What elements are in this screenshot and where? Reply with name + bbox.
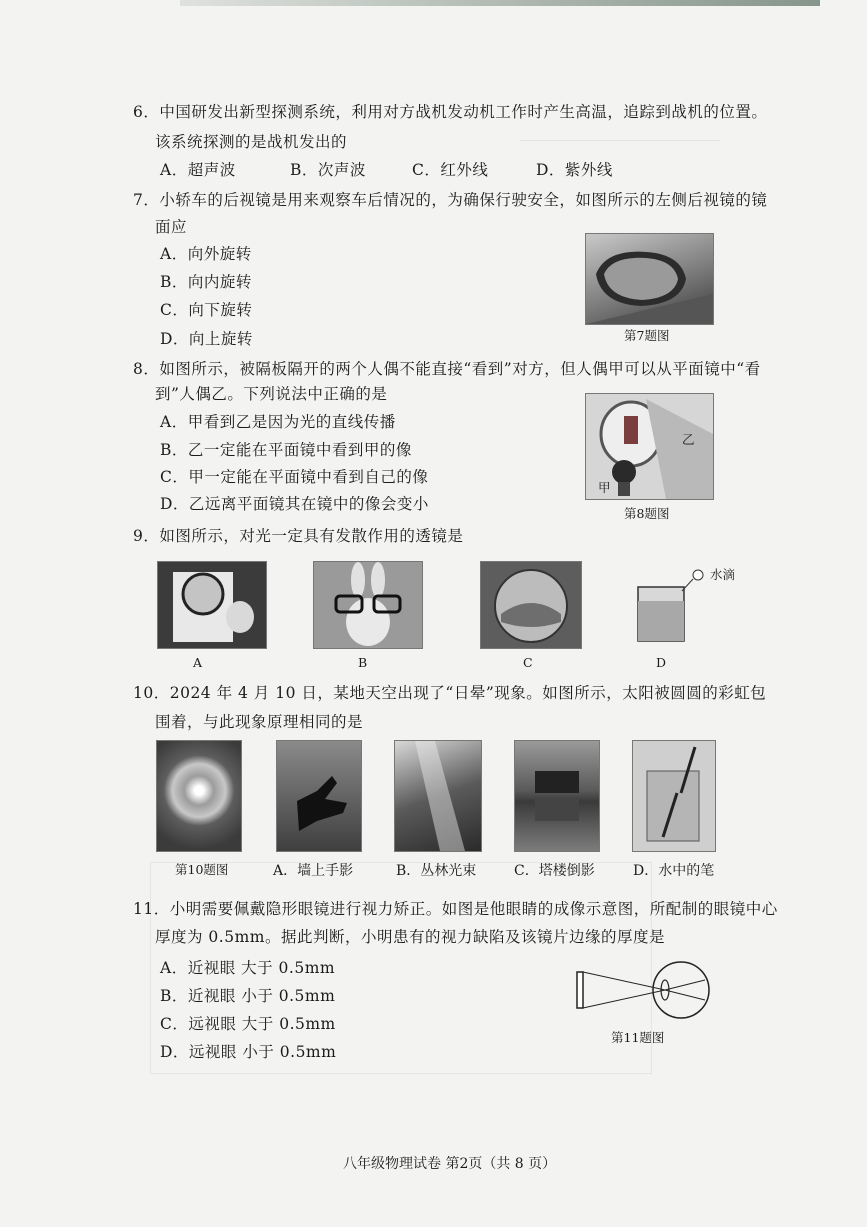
q11-option-b: B．近视眼 小于 0.5mm — [160, 987, 336, 1005]
bleed-through — [520, 140, 720, 142]
q7-line1: 7．小轿车的后视镜是用来观察车后情况的，为确保行驶安全，如图所示的左侧后视镜的镜 — [133, 191, 768, 209]
q8-option-d: D．乙远离平面镜其在镜中的像会变小 — [160, 495, 429, 513]
q11-option-d: D．远视眼 小于 0.5mm — [160, 1043, 337, 1061]
q8-option-b: B．乙一定能在平面镜中看到甲的像 — [160, 441, 412, 459]
water-drop-label: 水滴 — [710, 567, 736, 582]
magnifier-photo — [157, 561, 267, 649]
label-jia: 甲 — [598, 480, 611, 495]
q9-label-a: A — [193, 655, 203, 670]
q7-line2: 面应 — [155, 218, 188, 236]
q9-label-d: D — [656, 655, 667, 670]
q8-caption: 第8题图 — [624, 506, 670, 521]
q11-option-a: A．近视眼 大于 0.5mm — [160, 959, 336, 977]
side-mirror-photo — [585, 233, 714, 325]
q7-option-a: A．向外旋转 — [160, 245, 252, 263]
glasses-bunny-photo — [313, 561, 423, 649]
q7-option-d: D．向上旋转 — [160, 330, 253, 348]
q6-line2: 该系统探测的是战机发出的 — [155, 133, 348, 151]
q11-line2: 厚度为 0.5mm。据此判断，小明患有的视力缺陷及该镜片边缘的厚度是 — [155, 928, 665, 946]
q10-line2: 围着，与此现象原理相同的是 — [155, 713, 364, 731]
q11-line1: 11．小明需要佩戴隐形眼镜进行视力矫正。如图是他眼睛的成像示意图，所配制的眼镜中心 — [133, 900, 778, 918]
q6-option-b: B．次声波 — [290, 161, 366, 179]
q10-caption-a: A．墙上手影 — [273, 863, 354, 879]
q6-option-a: A．超声波 — [160, 161, 236, 179]
q10-caption-d: D．水中的笔 — [633, 863, 715, 879]
q9-label-c: C — [523, 655, 533, 670]
q8-line2: 到”人偶乙。下列说法中正确的是 — [155, 385, 388, 403]
q8-line1: 8．如图所示，被隔板隔开的两个人偶不能直接“看到”对方，但人偶甲可以从平面镜中“看 — [133, 360, 761, 378]
water-beaker-drawing — [630, 565, 710, 651]
q8-option-c: C．甲一定能在平面镜中看到自己的像 — [160, 468, 429, 486]
q9-line1: 9．如图所示，对光一定具有发散作用的透镜是 — [133, 527, 464, 545]
scan-edge — [180, 0, 820, 6]
tower-reflection-photo — [514, 740, 600, 852]
forest-beam-photo — [394, 740, 482, 852]
q6-line1: 6．中国研发出新型探测系统，利用对方战机发动机工作时产生高温，追踪到战机的位置。 — [133, 103, 768, 121]
q10-line1: 10．2024 年 4 月 10 日，某地天空出现了“日晕”现象。如图所示，太阳被圆圆的彩虹包 — [133, 684, 767, 702]
page-footer: 八年级物理试卷 第2页（共 8 页） — [343, 1156, 557, 1172]
crystal-ball-photo — [480, 561, 582, 649]
q11-caption: 第11题图 — [611, 1030, 665, 1045]
q7-caption: 第7题图 — [624, 328, 670, 343]
q7-option-b: B．向内旋转 — [160, 273, 252, 291]
eye-diagram — [573, 960, 723, 1022]
pencil-water-photo — [632, 740, 716, 852]
q10-caption-c: C．塔楼倒影 — [514, 863, 595, 879]
q10-caption-fig: 第10题图 — [175, 862, 229, 877]
q11-option-c: C．远视眼 大于 0.5mm — [160, 1015, 336, 1033]
q6-option-d: D．紫外线 — [536, 161, 613, 179]
halo-photo — [156, 740, 242, 852]
label-yi: 乙 — [682, 432, 695, 447]
q10-caption-b: B．丛林光束 — [396, 863, 477, 879]
q8-option-a: A．甲看到乙是因为光的直线传播 — [160, 413, 396, 431]
mirror-dolls-photo — [585, 393, 714, 500]
q7-option-c: C．向下旋转 — [160, 301, 253, 319]
q6-option-c: C．红外线 — [412, 161, 489, 179]
hand-shadow-photo — [276, 740, 362, 852]
q9-label-b: B — [358, 655, 368, 670]
